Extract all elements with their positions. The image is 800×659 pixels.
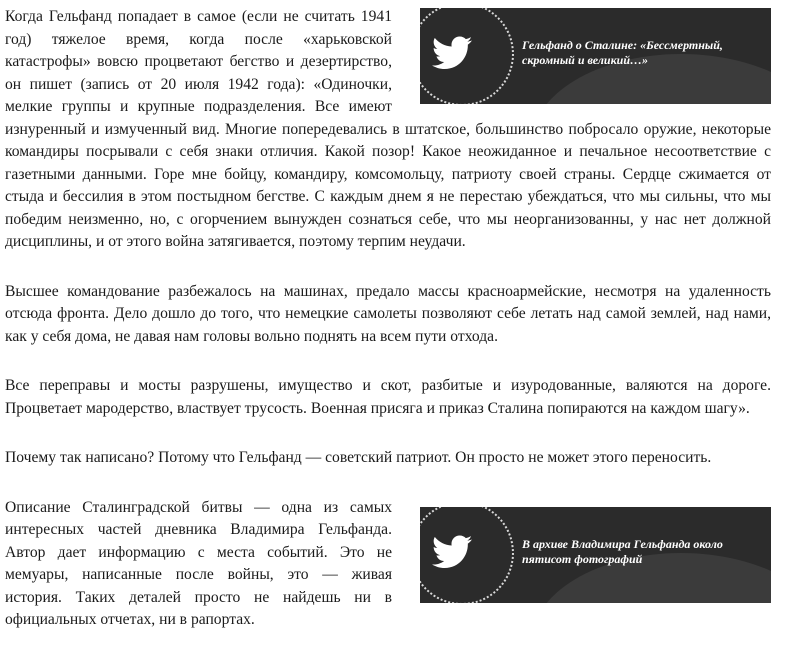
twitter-bird-icon[interactable] [432,535,472,569]
paragraph: Высшее командование разбежалось на машинах, предало массы красноармейские, несмотря на удаленность отсюда фронта. Дело дошло до того, что немецкие самолеты позволяют себе летать над самой землей, над нами, как у себя дома, не давая нам головы вольно поднять на всем пути отхода. [5,282,771,345]
tweet-quote-text[interactable]: Гельфанд о Сталине: «Бессмертный, скромный и великий…» [522,38,723,67]
paragraph: Все переправы и мосты разрушены, имущество и скот, разбитые и изуродованные, валяются на дороге. Процветает мародерство, властвует трусость. Военная присяга и приказ Сталина попираются на каждом шагу». [5,377,771,417]
tweet-quote-box-archive[interactable] [420,507,771,603]
tweet-quote-text[interactable]: В архиве Владимира Гельфанда около пятисот фотографий [522,536,723,566]
tweet-quote-box-stalin[interactable] [420,8,771,104]
article-body [5,0,771,659]
paragraph: Почему так написано? Потому что Гельфанд — советский патриот. Он просто не может этого переносить. [5,449,712,466]
paragraph: Когда Гельфанд попадает в самое (если не считать 1941 год) тяжелое время, когда после «харьковской катастрофы» вовсю процветают бегство и дезертирство, он пишет (запись от 20 июля 1942 года): «Одиночки, мелкие группы и крупные подразделения. Все имеют изнуренный и измученный вид. Многие попередевались в штатское, большинство побросало оружие, некоторые командиры посрывали с себя знаки отличия. Какой позор! Какое неожиданное и печальное несоответствие с газетными данными. Горе мне бойцу, командиру, комсомольцу, патриоту своей страны. Сердце сжимается от стыда и бессилия в этом постыдном бегстве. С каждым днем я не перестаю убеждаться, что мы сильны, что мы победим неизменно, но, с огорчением вынужден сознаться себе, что мы неорганизованны, у нас нет должной дисциплины, и от этого война затягивается, поэтому терпим неудачи. [5,8,771,250]
twitter-bird-icon[interactable] [432,36,472,70]
paragraph: Описание Сталинградской битвы — одна из самых интересных частей дневника Владимира Гельфанда. Автор дает информацию с места событий. Это не мемуары, написанные после войны, это — живая история. Таких деталей просто не найдешь ни в официальных отчетах, ни в рапортах. [5,498,392,628]
